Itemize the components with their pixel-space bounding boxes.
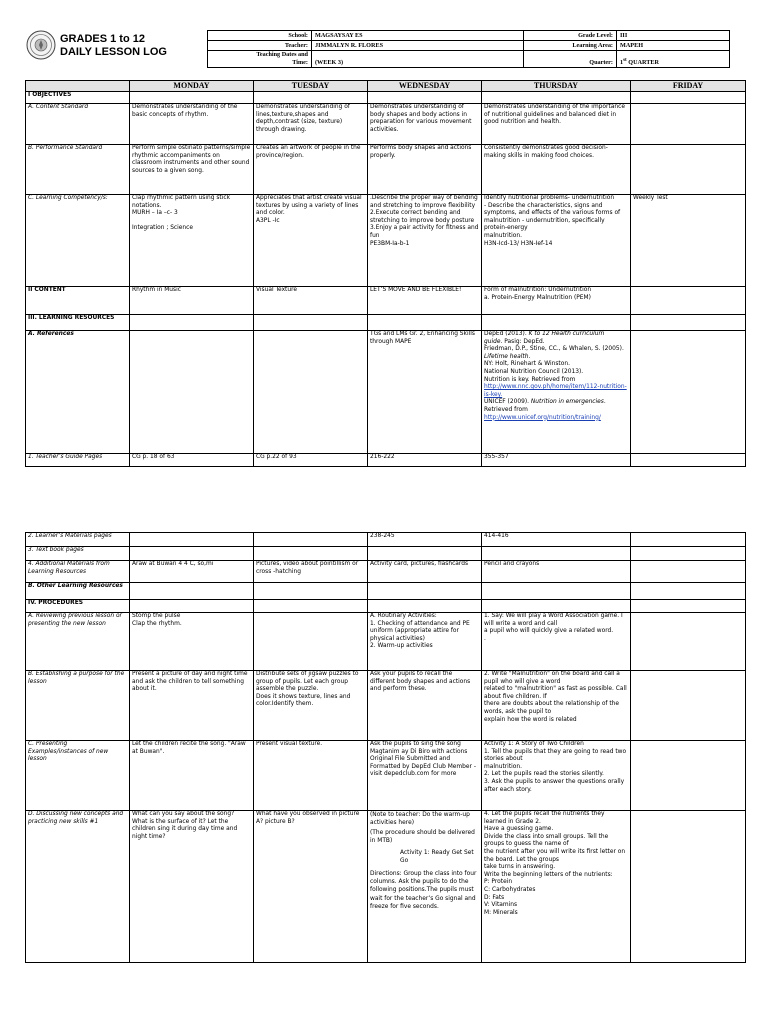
establishing-thu: 2. Write "Malnutrition" on the board and call a pupil who will give a word related to "malnutrition" as fast as possible. Call about five children. If there are doubts about the relationship of the words, ask the pupil to explain how the word is related xyxy=(482,671,631,741)
presenting-label: C. Presenting Examples/instances of new lesson xyxy=(26,741,130,811)
title-line-1: GRADES 1 to 12 xyxy=(60,33,145,45)
establishing-mon: Present a picture of day and night time and ask the children to tell something about it. xyxy=(130,671,254,741)
performance-standard-tue: Creates an artwork of people in the province/region. xyxy=(254,145,368,195)
empty-cell xyxy=(254,583,368,600)
other-resources-label: B. Other Learning Resources xyxy=(26,583,130,600)
dates-value: (WEEK 3) xyxy=(312,51,524,68)
content-fri xyxy=(631,287,746,315)
empty-cell xyxy=(254,315,368,331)
teachers-guide-wed: 216-222 xyxy=(368,454,482,467)
empty-cell xyxy=(631,613,746,671)
additional-materials-label: 4. Additional Materials from Learning Resources xyxy=(26,561,130,583)
textbook-label: 3. Text book pages xyxy=(26,547,130,561)
dates-label xyxy=(208,51,312,68)
ref-text: . Retrieved from xyxy=(484,399,606,413)
learners-materials-thu: 414-416 xyxy=(482,533,631,547)
empty-cell xyxy=(631,331,746,454)
empty-cell xyxy=(631,583,746,600)
day-header-thursday: THURSDAY xyxy=(482,81,631,92)
discussing-label: D. Discussing new concepts and practicing new skills #1 xyxy=(26,811,130,963)
presenting-tue: Present visual texture. xyxy=(254,741,368,811)
empty-cell xyxy=(130,600,254,613)
empty-cell xyxy=(631,671,746,741)
empty-cell xyxy=(368,315,482,331)
school-label: School: xyxy=(208,31,312,41)
presenting-thu: Activity 1: A Story of Two Children 1. Tell the pupils that they are going to read two stories about malnutrition. 2. Let the pupils read the stories silently. 3. Ask the pupils to answer the questions orally after each story. xyxy=(482,741,631,811)
area-label: Learning Area: xyxy=(524,41,617,51)
ref-text: . Pasig: DepEd. Friedman, D.P., Stine, CC., & Whalen, S. (2005). xyxy=(484,338,624,353)
content-standard-thu: Demonstrates understanding of the importance of nutritional guidelines and balanced diet in good nutrition and health. xyxy=(482,104,631,145)
empty-cell xyxy=(482,92,631,104)
header-info-table xyxy=(207,30,730,68)
discussing-mon: What can you say about the song? What is the surface of it? Let the children sing it during day time and night time? xyxy=(130,811,254,963)
competency-wed: .Describe the proper way of bending and stretching to improve flexibility 2.Execute correct bending and stretching to improve body posture 3.Enjoy a pair activity for fitness and fun PE3BM-Ia-b-1 xyxy=(368,195,482,287)
empty-cell xyxy=(130,92,254,104)
additional-materials-thu: Pencil and crayons xyxy=(482,561,631,583)
reviewing-label: A. Reviewing previous lesson or presenting the new lesson xyxy=(26,613,130,671)
discussing-wed-mtb: (The procedure should be delivered in MTB) xyxy=(370,829,475,844)
empty-cell xyxy=(631,561,746,583)
content-standard-tue: Demonstrates understanding of lines,texture,shapes and depth,contrast (size, texture) through drawing. xyxy=(254,104,368,145)
quarter-num: 1 xyxy=(620,59,624,66)
empty-cell xyxy=(631,741,746,811)
empty-cell xyxy=(130,315,254,331)
deped-seal-logo xyxy=(26,30,56,60)
presenting-wed: Ask the pupils to sing the song Magtanim ay Di Biro with actions Original File Submitted and Formatted by DepEd Club Member - visit depedclub.com for more xyxy=(368,741,482,811)
ref-title-italic: Lifetime health xyxy=(484,353,529,360)
reviewing-mon: Stomp the pulse Clap the rhythm. xyxy=(130,613,254,671)
empty-cell xyxy=(130,547,254,561)
empty-cell xyxy=(482,315,631,331)
lesson-log-table-1 xyxy=(25,80,746,467)
empty-cell xyxy=(254,613,368,671)
content-mon: Rhythm in Music xyxy=(130,287,254,315)
quarter-sup: st xyxy=(623,57,627,63)
competency-thu: Identify nutritional problems- undernutrition - Describe the characteristics, signs and symptoms, and effects of the various forms of malnutrition - undernutrition, specifically protein-energy malnutrition. H3N-Icd-13/ H3N-Ief-14 xyxy=(482,195,631,287)
empty-cell xyxy=(254,331,368,454)
empty-cell xyxy=(631,315,746,331)
empty-cell xyxy=(130,533,254,547)
teacher-label: Teacher: xyxy=(208,41,312,51)
references-wed: TGs and LMs Gr. 2, Enhancing Skills through MAPE xyxy=(368,331,482,454)
day-header-monday: MONDAY xyxy=(130,81,254,92)
competency-fri: Weekly Test xyxy=(631,195,746,287)
ref-title-italic: K to 12 Health curriculum xyxy=(528,331,605,337)
reviewing-wed: A. Routinary Activities: 1. Checking of attendance and PE uniform (appropriate attire for physical activities) 2. Warm-up activities xyxy=(368,613,482,671)
title-line-2: DAILY LESSON LOG xyxy=(60,46,167,58)
content-standard-fri xyxy=(631,104,746,145)
learners-materials-wed: 238-245 xyxy=(368,533,482,547)
dates-label-2: Time: xyxy=(292,59,308,66)
empty-cell xyxy=(482,600,631,613)
performance-standard-mon: Perform simple ostinato patterns/simple rhythmic accompaniments on classroom instruments and other sound sources to a given song. xyxy=(130,145,254,195)
teachers-guide-label: 1. Teacher’s Guide Pages xyxy=(26,454,130,467)
competency-mon: Clap rhythmic pattern using stick notations. MURH – Ia –c- 3 Integration ; Science xyxy=(130,195,254,287)
ref-text: . NY: Holt, Rinehart & Winston. National Nutrition Council (2013). Nutrition is key. Retrieved from xyxy=(484,353,584,383)
ref-title-italic: guide xyxy=(484,338,501,345)
content-standard-mon: Demonstrates understanding of the basic concepts of rhythm. xyxy=(130,104,254,145)
quarter-rest: QUARTER xyxy=(626,59,659,66)
discussing-wed-note: (Note to teacher: Do the warm-up activities here) xyxy=(370,812,470,827)
discussing-thu: 4. Let the pupils recall the nutrients they learned in Grade 2. Have a guessing game. Divide the class into small groups. Tell the groups to guess the name of the nutrient after you will write its first letter on the board. Let the groups take turns in answering. Write the beginning letters of the nutrients: P: Protein C: Carbohydrates D: Fats V: Vitamins M: Minerals xyxy=(482,811,631,963)
teachers-guide-thu: 355-357 xyxy=(482,454,631,467)
teachers-guide-tue: CG p.22 of 93 xyxy=(254,454,368,467)
content-standard-label: A. Content Standard xyxy=(26,104,130,145)
performance-standard-thu: Consistently demonstrates good decision-making skills in making food choices. xyxy=(482,145,631,195)
establishing-label: B. Establishing a purpose for the lesson xyxy=(26,671,130,741)
procedures-section: IV. PROCEDURES xyxy=(26,600,130,613)
day-header-friday: FRIDAY xyxy=(631,81,746,92)
content-tue: Visual Texture xyxy=(254,287,368,315)
discussing-wed-directions: Directions: Group the class into four columns. Ask the pupils to do the following positions.The pupils must wait for the teacher’s Go signal and freeze for five seconds. xyxy=(370,870,477,910)
empty-cell xyxy=(631,811,746,963)
empty-cell xyxy=(482,547,631,561)
establishing-tue: Distribute sets of jigsaw puzzles to group of pupils. Let each group assemble the puzzle. Does it shows texture, lines and color.Identify them. xyxy=(254,671,368,741)
grade-label: Grade Level: xyxy=(524,31,617,41)
empty-cell xyxy=(631,600,746,613)
teacher-value: JIMMALYN R. FLORES xyxy=(312,41,524,51)
empty-cell xyxy=(254,533,368,547)
empty-cell xyxy=(482,583,631,600)
references-thu xyxy=(482,331,631,454)
content-label: II CONTENT xyxy=(26,287,130,315)
day-header-wednesday: WEDNESDAY xyxy=(368,81,482,92)
competency-tue: Appreciates that artist create visual textures by using a variety of lines and color. A3PL -Ic xyxy=(254,195,368,287)
empty-cell xyxy=(631,547,746,561)
quarter-label: Quarter: xyxy=(524,51,617,68)
empty-cell xyxy=(130,331,254,454)
ref-text: DepEd (2013). xyxy=(484,331,529,337)
document-title xyxy=(60,33,167,59)
presenting-mon: Let the children recite the song. "Araw at Buwan". xyxy=(130,741,254,811)
empty-cell xyxy=(254,600,368,613)
empty-cell xyxy=(254,547,368,561)
teachers-guide-mon: CG p. 18 of 63 xyxy=(130,454,254,467)
teachers-guide-fri xyxy=(631,454,746,467)
performance-standard-fri xyxy=(631,145,746,195)
content-thu: Form of malnutrition: Undernutrition a. Protein-Energy Malnutrition (PEM) xyxy=(482,287,631,315)
resources-section: III. LEARNING RESOURCES xyxy=(26,315,130,331)
unicef-reference-link[interactable]: http://www.unicef.org/nutrition/training/ xyxy=(484,414,601,421)
performance-standard-wed: Performs body shapes and actions properly. xyxy=(368,145,482,195)
school-value: MAGSAYSAY ES xyxy=(312,31,524,41)
empty-cell xyxy=(368,583,482,600)
additional-materials-wed: Activity card, pictures, flashcards xyxy=(368,561,482,583)
competency-label: C. Learning Competency/s: xyxy=(26,195,130,287)
empty-cell xyxy=(130,583,254,600)
grade-value: III xyxy=(617,31,730,41)
content-standard-wed: Demonstrates understanding of body shapes and body actions in preparation for various movement activities. xyxy=(368,104,482,145)
quarter-value xyxy=(617,51,730,68)
corner-header-cell xyxy=(26,81,130,92)
discussing-tue: What have you observed in picture A? picture B? xyxy=(254,811,368,963)
performance-standard-label: B. Performance Standard xyxy=(26,145,130,195)
discussing-wed xyxy=(368,811,482,963)
additional-materials-tue: Pictures, video about pointillism or cross -hatching xyxy=(254,561,368,583)
empty-cell xyxy=(368,92,482,104)
content-wed: LET’S MOVE AND BE FLEXIBLE! xyxy=(368,287,482,315)
establishing-wed: Ask your pupils to recall the different body shapes and actions and perform these. xyxy=(368,671,482,741)
area-value: MAPEH xyxy=(617,41,730,51)
empty-cell xyxy=(368,547,482,561)
ref-title-italic: Nutrition in emergencies xyxy=(530,399,604,406)
discussing-wed-activity: Activity 1: Ready Get Set Go xyxy=(400,850,474,865)
lesson-log-table-2 xyxy=(25,532,746,963)
empty-cell xyxy=(368,600,482,613)
dates-label-1: Teaching Dates and xyxy=(256,51,308,58)
ref-text: UNICEF (2009). xyxy=(484,399,531,406)
day-header-tuesday: TUESDAY xyxy=(254,81,368,92)
additional-materials-mon: Araw at Buwan 4 4 C, so,mi xyxy=(130,561,254,583)
references-label: A. References xyxy=(26,331,130,454)
nnc-reference-link[interactable]: http://www.nnc.gov.ph/home/item/112-nutrition-is-key. xyxy=(484,384,627,398)
empty-cell xyxy=(631,92,746,104)
empty-cell xyxy=(254,92,368,104)
objectives-section: I OBJECTIVES xyxy=(26,92,130,104)
empty-cell xyxy=(631,533,746,547)
learners-materials-label: 2. Learner’s Materials pages xyxy=(26,533,130,547)
reviewing-thu: 1. Say: We will play a Word Association game. I will write a word and call a pupil who will quickly give a related word. . xyxy=(482,613,631,671)
